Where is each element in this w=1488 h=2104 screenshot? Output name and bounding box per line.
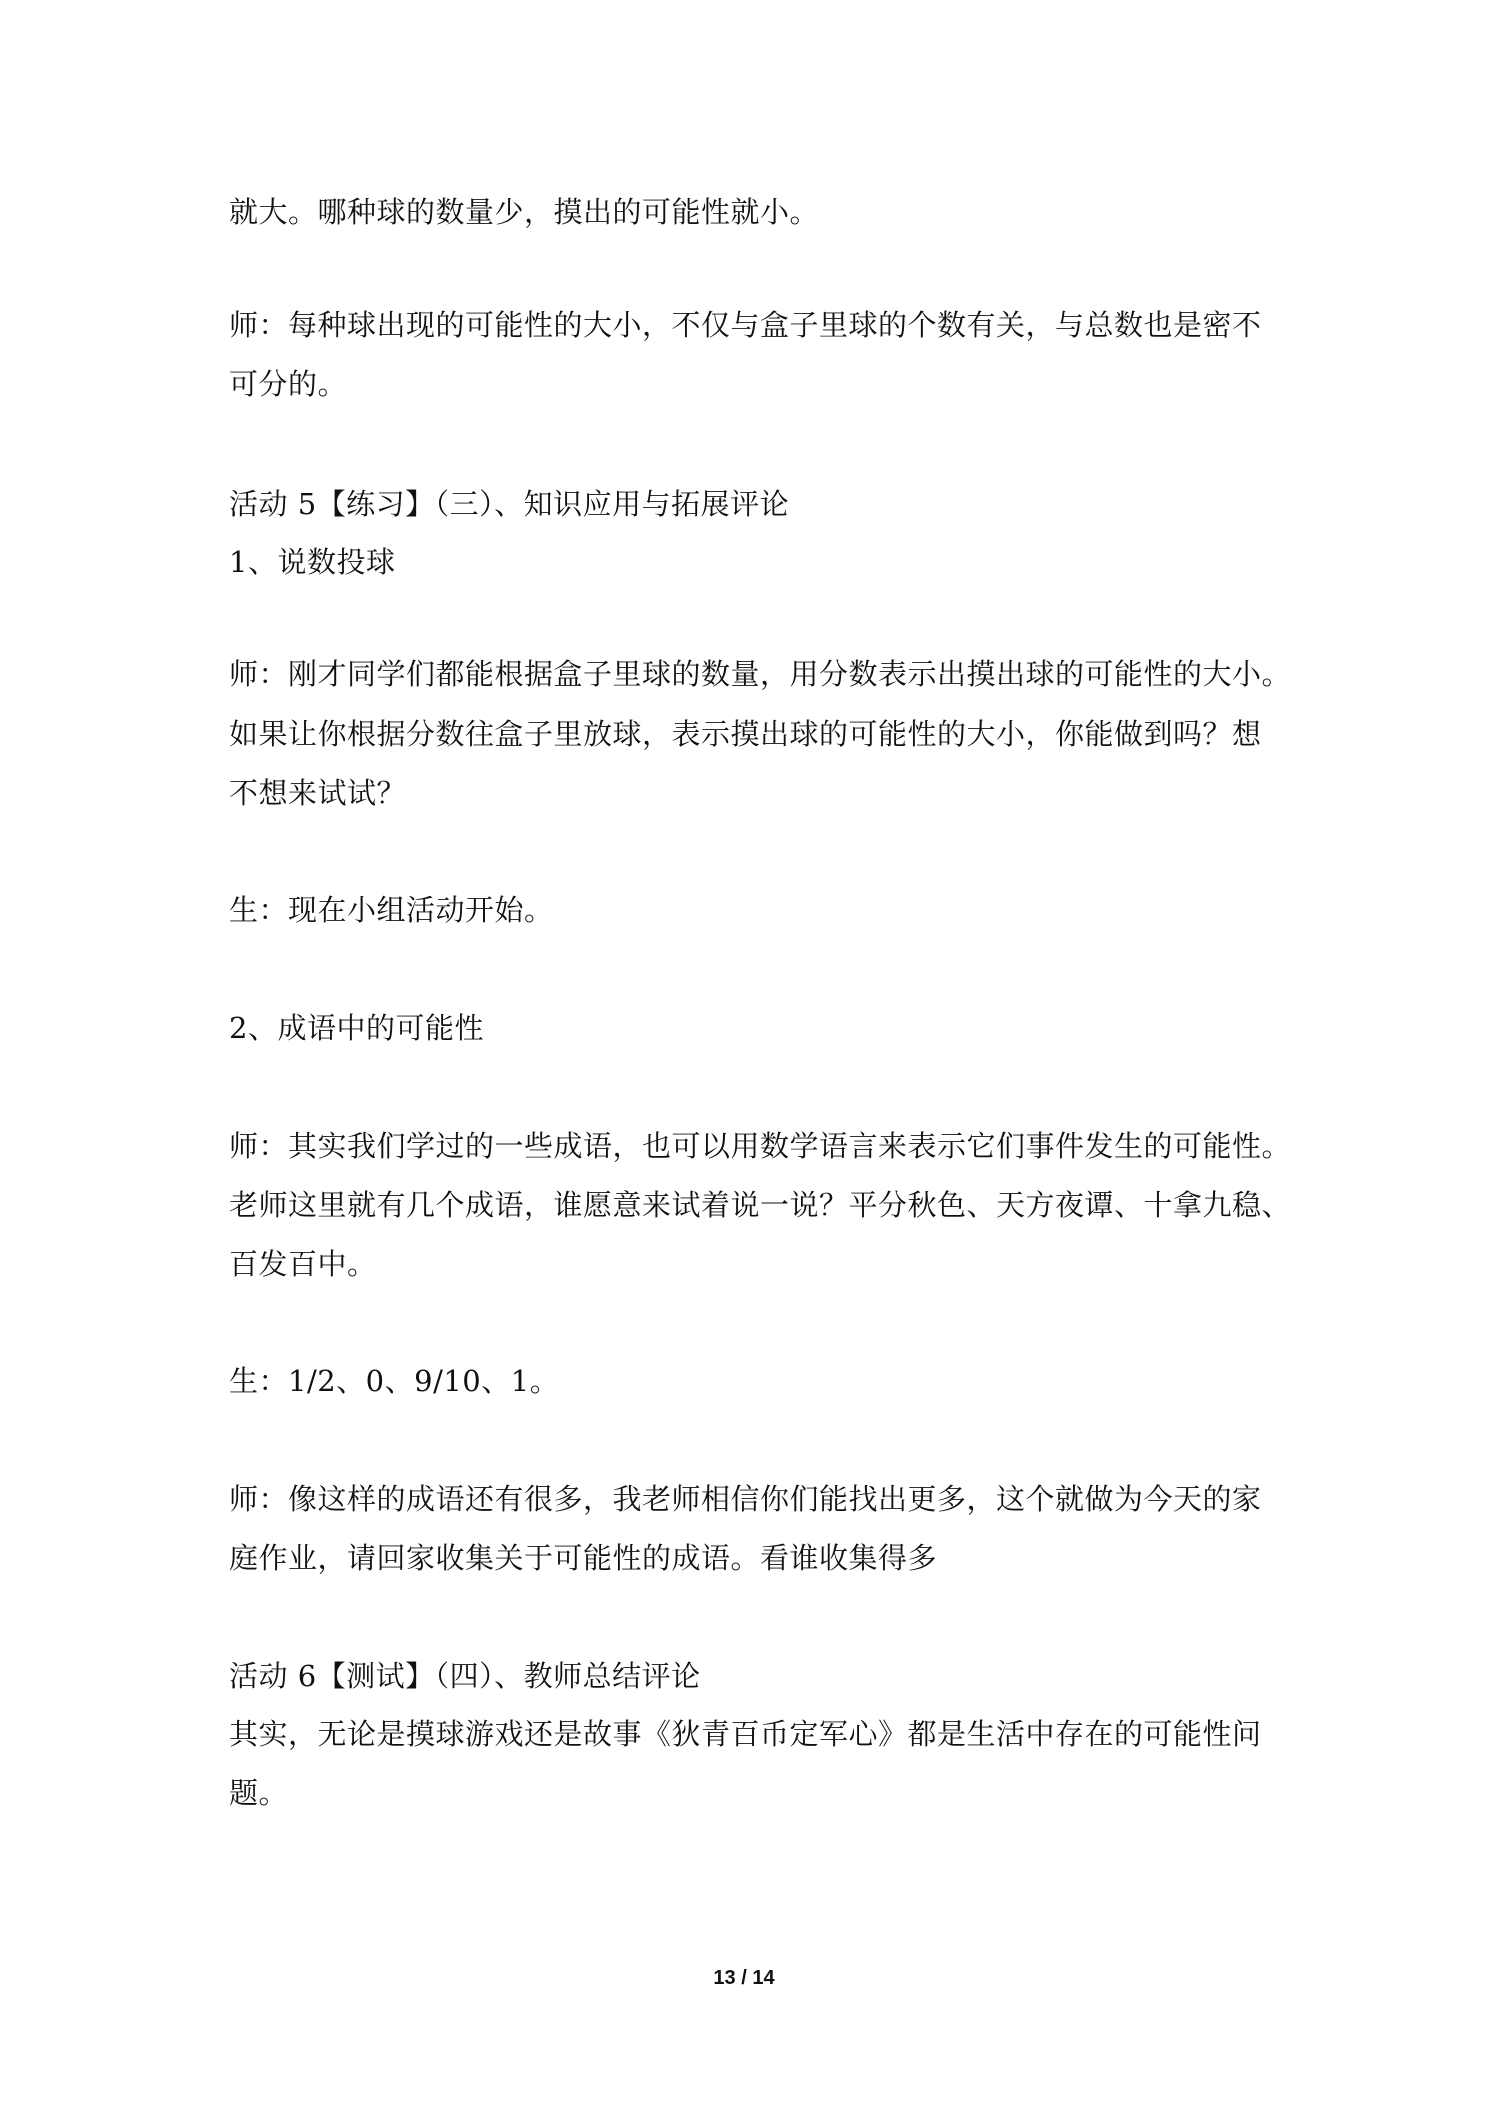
paragraph-line: 生：1/2、0、9/10、1。	[229, 1364, 560, 1398]
paragraph-line: 老师这里就有几个成语，谁愿意来试着说一说？平分秋色、天方夜谭、十拿九稳、	[229, 1188, 1292, 1222]
paragraph-line: 师：每种球出现的可能性的大小，不仅与盒子里球的个数有关，与总数也是密不	[229, 308, 1262, 342]
section-heading: 活动 5【练习】（三）、知识应用与拓展评论	[229, 487, 790, 521]
paragraph-line: 不想来试试？	[229, 776, 407, 810]
paragraph-line: 可分的。	[229, 367, 348, 401]
paragraph-line: 百发百中。	[229, 1247, 377, 1281]
subsection-heading: 2、成语中的可能性	[229, 1011, 484, 1045]
paragraph-line: 生：现在小组活动开始。	[229, 893, 554, 927]
paragraph-line: 如果让你根据分数往盒子里放球，表示摸出球的可能性的大小，你能做到吗？想	[229, 717, 1262, 751]
section-heading: 活动 6【测试】（四）、教师总结评论	[229, 1659, 701, 1693]
paragraph-line: 题。	[229, 1776, 289, 1810]
paragraph-line: 庭作业，请回家收集关于可能性的成语。看谁收集得多	[229, 1541, 938, 1575]
paragraph-line: 师：像这样的成语还有很多，我老师相信你们能找出更多，这个就做为今天的家	[229, 1482, 1262, 1516]
paragraph-line: 就大。哪种球的数量少，摸出的可能性就小。	[229, 195, 820, 229]
paragraph-line: 师：刚才同学们都能根据盒子里球的数量，用分数表示出摸出球的可能性的大小。	[229, 657, 1292, 691]
paragraph-line: 其实，无论是摸球游戏还是故事《狄青百币定军心》都是生活中存在的可能性问	[229, 1717, 1262, 1751]
subsection-heading: 1、说数投球	[229, 545, 396, 579]
page-number: 13 / 14	[713, 1967, 775, 1989]
paragraph-line: 师：其实我们学过的一些成语，也可以用数学语言来表示它们事件发生的可能性。	[229, 1129, 1292, 1163]
